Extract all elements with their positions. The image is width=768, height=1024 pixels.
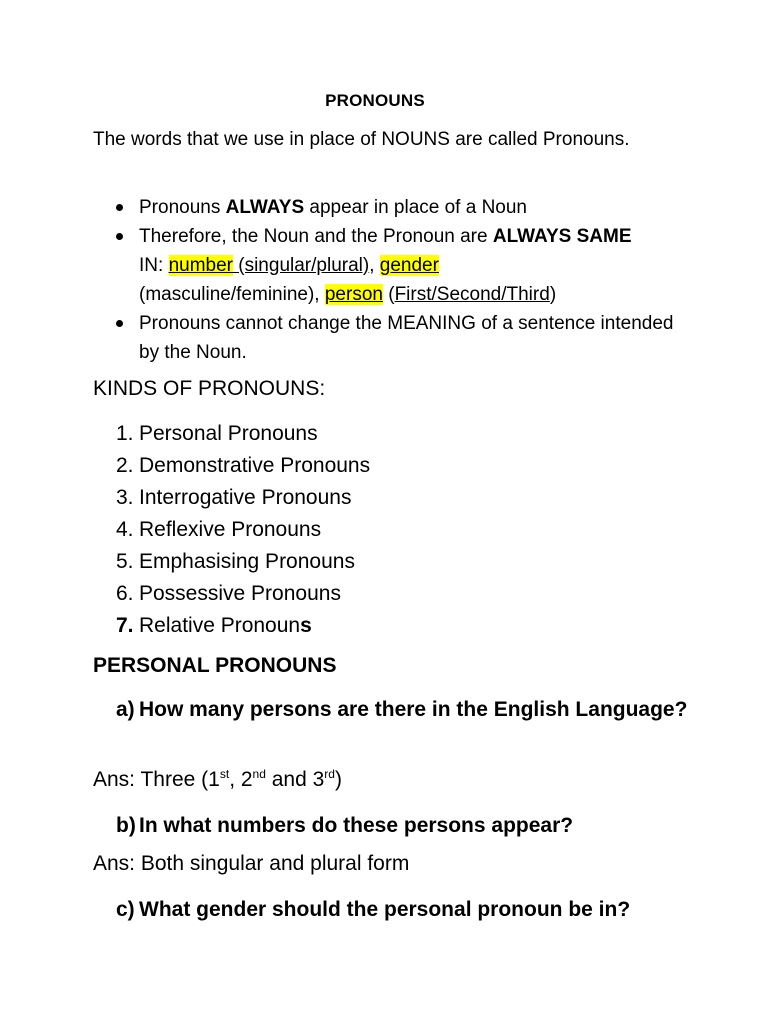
question-a: a) How many persons are there in the English Language?	[116, 698, 688, 721]
list-item: 7. Relative Pronouns	[116, 614, 312, 637]
kinds-heading: KINDS OF PRONOUNS:	[93, 377, 326, 400]
bullet-list	[93, 193, 693, 367]
bullet-item: Pronouns ALWAYS appear in place of a Noun	[93, 193, 693, 222]
answer-b: Ans: Both singular and plural form	[93, 852, 410, 875]
bullet-item: Therefore, the Noun and the Pronoun are ALWAYS SAME IN: number (singular/plural), gender (masculine/feminine), person (First/Second/Third)	[93, 222, 693, 309]
answer-a: Ans: Three (1st, 2nd and 3rd)	[93, 767, 342, 791]
highlight-gender: gender	[379, 255, 439, 276]
list-item: 1. Personal Pronouns	[116, 422, 318, 445]
question-b: b) In what numbers do these persons appear?	[116, 814, 574, 837]
question-c: c) What gender should the personal pronoun be in?	[116, 898, 631, 921]
section-heading: PERSONAL PRONOUNS	[93, 654, 337, 677]
highlight-number: number	[168, 255, 233, 276]
bullet-dot-icon	[116, 320, 123, 327]
list-item: 4. Reflexive Pronouns	[116, 518, 322, 541]
intro-paragraph: The words that we use in place of NOUNS are called Pronouns.	[93, 129, 630, 150]
page-title: PRONOUNS	[325, 91, 425, 110]
bullet-dot-icon	[116, 233, 123, 240]
list-item: 2. Demonstrative Pronouns	[116, 454, 371, 477]
list-item: 3. Interrogative Pronouns	[116, 486, 352, 509]
bullet-dot-icon	[116, 204, 123, 211]
bullet-item: Pronouns cannot change the MEANING of a sentence intended by the Noun.	[93, 309, 693, 367]
list-item: 5. Emphasising Pronouns	[116, 550, 355, 573]
list-item: 6. Possessive Pronouns	[116, 582, 341, 605]
highlight-person: person	[324, 284, 383, 305]
kinds-list	[93, 418, 370, 642]
